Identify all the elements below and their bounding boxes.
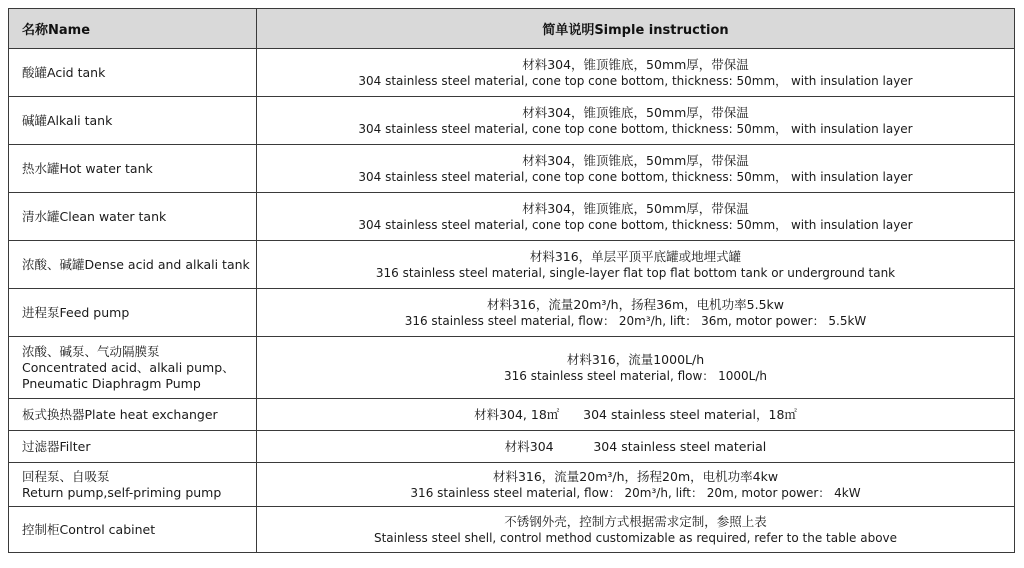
table-row	[9, 97, 1015, 145]
item-description: 材料304, 18㎡ 304 stainless steel material，18㎡	[257, 399, 1015, 431]
item-description: 材料316，流量20m³/h，扬程36m，电机功率5.5kw 316 stainless steel material, flow： 20m³/h, lift： 36m, motor power： 5.5kW	[257, 289, 1015, 337]
item-description: 材料316，流量1000L/h 316 stainless steel material, flow： 1000L/h	[257, 337, 1015, 399]
item-name: 过滤器Filter	[9, 431, 257, 463]
table-row	[9, 463, 1015, 507]
item-name: 热水罐Hot water tank	[9, 145, 257, 193]
item-description: 材料304，锥顶锥底，50mm厚，带保温 304 stainless steel material, cone top cone bottom, thickness: 50mm， with insulation layer	[257, 49, 1015, 97]
item-description: 材料304，锥顶锥底，50mm厚，带保温 304 stainless steel material, cone top cone bottom, thickness: 50mm， with insulation layer	[257, 97, 1015, 145]
item-description: 不锈钢外壳，控制方式根据需求定制，参照上表 Stainless steel shell, control method customizable as required, refer to the table above	[257, 507, 1015, 553]
table-row	[9, 337, 1015, 399]
item-description: 材料304 304 stainless steel material	[257, 431, 1015, 463]
item-name: 回程泵、自吸泵 Return pump,self-priming pump	[9, 463, 257, 507]
table-row	[9, 399, 1015, 431]
item-name: 碱罐Alkali tank	[9, 97, 257, 145]
table-row	[9, 49, 1015, 97]
item-name: 进程泵Feed pump	[9, 289, 257, 337]
table-row	[9, 145, 1015, 193]
table-row	[9, 431, 1015, 463]
item-description: 材料316，单层平顶平底罐或地埋式罐 316 stainless steel material, single-layer flat top flat bottom tank or underground tank	[257, 241, 1015, 289]
item-name: 控制柜Control cabinet	[9, 507, 257, 553]
table-row	[9, 289, 1015, 337]
item-description: 材料316，流量20m³/h，扬程20m，电机功率4kw 316 stainless steel material, flow： 20m³/h, lift： 20m, motor power： 4kW	[257, 463, 1015, 507]
item-name: 酸罐Acid tank	[9, 49, 257, 97]
item-description: 材料304，锥顶锥底，50mm厚，带保温 304 stainless steel material, cone top cone bottom, thickness: 50mm， with insulation layer	[257, 193, 1015, 241]
item-name: 浓酸、碱罐Dense acid and alkali tank	[9, 241, 257, 289]
table-row	[9, 507, 1015, 553]
item-name: 清水罐Clean water tank	[9, 193, 257, 241]
spec-table	[8, 8, 1015, 553]
header-description: 简单说明Simple instruction	[257, 9, 1015, 49]
table-row	[9, 241, 1015, 289]
header-name: 名称Name	[9, 9, 257, 49]
item-name: 板式换热器Plate heat exchanger	[9, 399, 257, 431]
item-description: 材料304，锥顶锥底，50mm厚，带保温 304 stainless steel material, cone top cone bottom, thickness: 50mm， with insulation layer	[257, 145, 1015, 193]
item-name: 浓酸、碱泵、气动隔膜泵 Concentrated acid、alkali pump、 Pneumatic Diaphragm Pump	[9, 337, 257, 399]
table-row	[9, 193, 1015, 241]
table-header-row	[9, 9, 1015, 49]
